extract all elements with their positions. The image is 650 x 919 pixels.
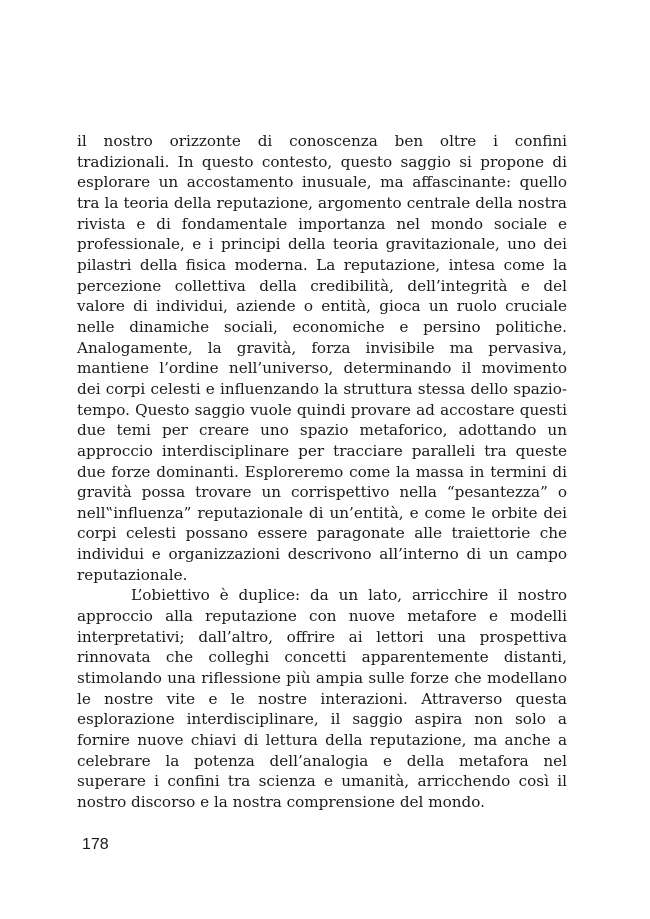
body-text — [77, 131, 567, 813]
page-number: 178 — [82, 836, 109, 853]
paragraph-objective: L’obiettivo è duplice: da un lato, arricchire il nostro approccio alla reputazione con nuove metafore e modelli interpretativi; dall’altro, offrire ai lettori una prospettiva rinnovata che colleghi concetti apparentemente distanti, stimolando una riflessione più ampia sulle forze che modellano le nostre vite e le nostre interazioni. Attraverso questa esplorazione interdisciplinare, il saggio aspira non solo a fornire nuove chiavi di lettura della reputazione, ma anche a celebrare la potenza dell’analogia e della metafora nel superare i confini tra scienza e umanità, arricchendo così il nostro discorso e la nostra comprensione del mondo. — [77, 586, 567, 811]
paragraph-continuation: il nostro orizzonte di conoscenza ben oltre i confini tradizionali. In questo contesto, questo saggio si propone di esplorare un accostamento inusuale, ma affascinante: quello tra la teoria della reputazione, argomento centrale della nostra rivista e di fondamentale importanza nel mondo sociale e professionale, e i principi della teoria gravitazionale, uno dei pilastri della fisica moderna. La reputazione, intesa come la percezione collettiva della credibilità, dell’integrità e del valore di individui, aziende o entità, gioca un ruolo cruciale nelle dinamiche sociali, economiche e persino politiche. Analogamente, la gravità, forza invisibile ma pervasiva, mantiene l’ordine nell’universo, determinando il movimento dei corpi celesti e influenzando la struttura stessa dello spazio-tempo. Questo saggio vuole quindi provare ad accostare questi due temi per creare uno spazio metaforico, adottando un approccio interdisciplinare per tracciare paralleli tra queste due forze dominanti. Esploreremo come la massa in termini di gravità possa trovare un corrispettivo nella “pesantezza” o nell‟influenza” reputazionale di un’entità, e come le orbite dei corpi celesti possano essere paragonate alle traiettorie che individui e organizzazioni descrivono all’interno di un campo reputazionale. — [77, 132, 567, 584]
